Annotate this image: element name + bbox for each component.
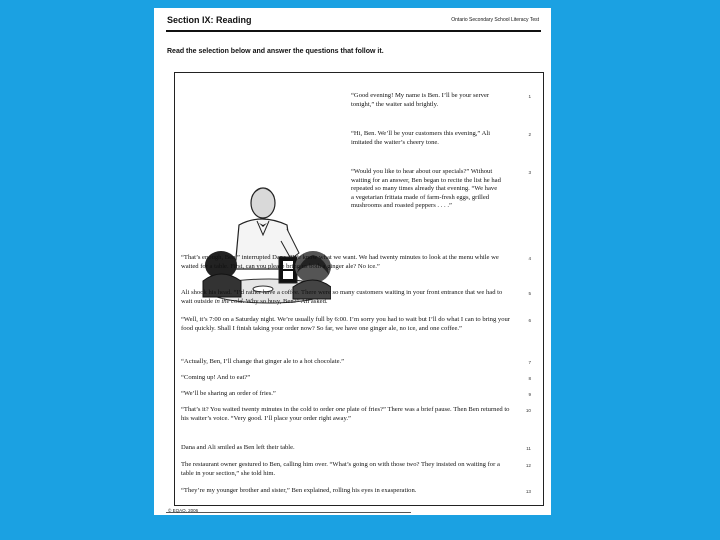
paragraph-9: “We’ll be sharing an order of fries.” [181,390,276,397]
paragraph-10: “That’s it? You waited twenty minutes in the cold to order one plate of fries?” There was a brief pause. Then Ben returned to his waiter’s voice. “Very good. I’ll place your order right away.” [181,406,510,422]
waiter-illustration [201,169,331,305]
paragraph-6: “Well, it’s 7:00 on a Saturday night. We’re usually full by 6:00. I’m sorry you had to wait but I’ll do what I can to bring your food quickly. Shall I finish taking your order now? So far, we have one ginger ale, no ice, and one coffee.” [181,316,510,332]
paragraph-number: 3 [528,170,531,175]
paragraph-8: “Coming up! And to eat?” [181,374,251,381]
paragraph-number: 7 [528,360,531,365]
paragraph-2: “Hi, Ben. We’ll be your customers this evening,” Ali imitated the waiter’s cheery tone. [351,130,491,146]
paragraph-number: 5 [528,291,531,296]
test-page [154,8,551,515]
paragraph-13: “They’re my younger brother and sister,” Ben explained, rolling his eyes in exasperation. [181,487,417,494]
paragraph-1: “Good evening! My name is Ben. I’ll be your server tonight,” the waiter said brightly. [351,92,490,108]
paragraph-3: “Would you like to hear about our specials?” Without waiting for an answer, Ben began to recite the list he had repeated so many times already that evening. “We have a vegetarian frittata made of farm-fresh eggs, grilled mushrooms and roasted peppers . . . .” [351,168,501,210]
test-name: Ontario Secondary School Literacy Test [451,17,539,23]
paragraph-number: 1 [528,94,531,99]
paragraph-number: 12 [525,463,531,468]
paragraph-number: 2 [528,132,531,137]
paragraph-5: Ali shook his head. “I’d rather have a coffee. There were so many customers waiting in your front entrance that we had to wait outside in the cold. Why so busy, Ben?” Ali asked. [181,289,503,305]
paragraph-number: 8 [528,376,531,381]
paragraph-number: 13 [525,489,531,494]
paragraph-11: Dana and Ali smiled as Ben left their table. [181,444,295,451]
paragraph-number: 4 [528,256,531,261]
footer-divider [166,512,411,513]
paragraph-number: 9 [528,392,531,397]
paragraph-4: “That’s enough, Ben,” interrupted Dana. “We know what we want. We had twenty minutes to look at the menu while we waited for a table. First, can you please bring us both a ginger ale? No ice.” [181,254,499,270]
reading-selection-box [174,72,544,506]
paragraph-number: 6 [528,318,531,323]
paragraph-number: 10 [525,408,531,413]
paragraph-7: “Actually, Ben, I’ll change that ginger ale to a hot chocolate.” [181,358,345,365]
copyright-notice: © EQAO, 2006 [168,508,199,513]
instructions: Read the selection below and answer the questions that follow it. [167,48,384,55]
section-title: Section IX: Reading [167,15,252,25]
paragraph-12: The restaurant owner gestured to Ben, calling him over. “What’s going on with those two? They insisted on waiting for a table in your section,” she told him. [181,461,500,477]
paragraph-number: 11 [526,446,531,451]
header-divider [166,30,541,32]
